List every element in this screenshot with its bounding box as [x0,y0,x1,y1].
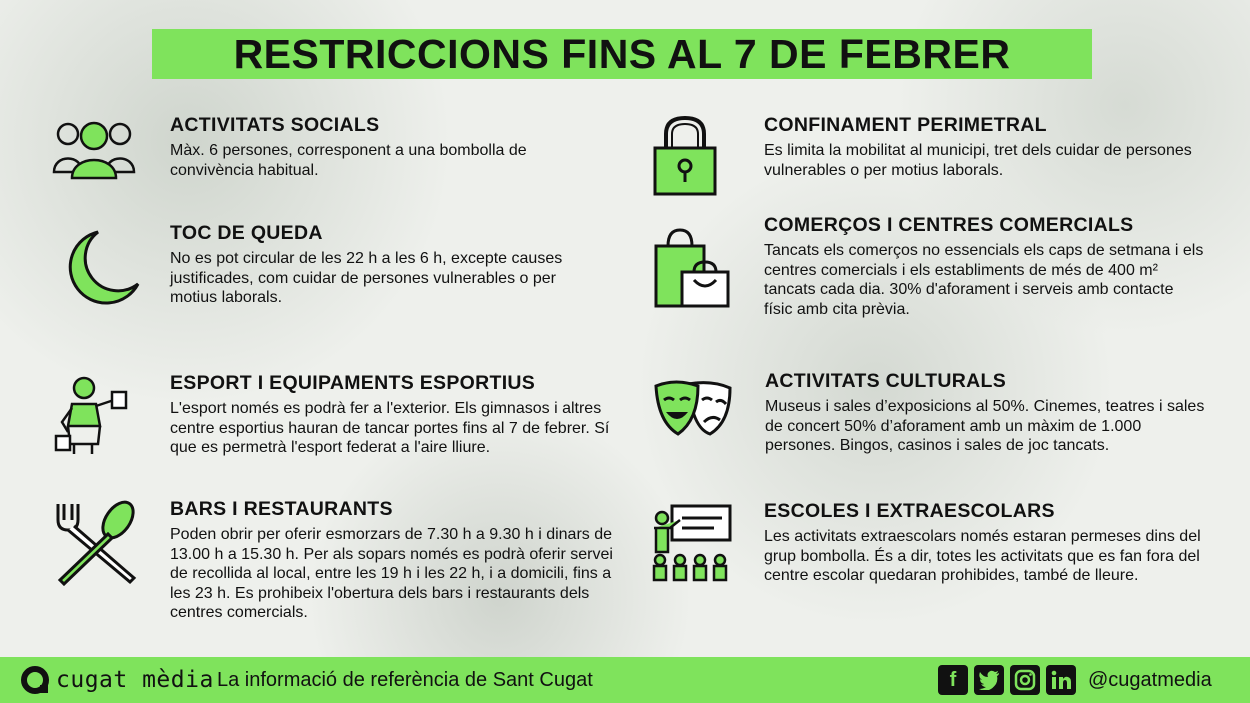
item-text: Tancats els comerços no essencials els caps de setmana i els centres comercials i els establiments de més de 400 m² tancats cada dia. 30% d'aforament i serveis amb contacte físic amb cita prèvia. [764,242,1204,318]
shopping-bags-icon [654,226,730,310]
item-heading: BARS I RESTAURANTS [170,498,393,520]
tagline: La informació de referència de Sant Cugat [217,669,593,691]
footer [0,657,1250,703]
crescent-moon-icon [58,226,142,310]
twitter-icon[interactable] [974,665,1004,695]
title-banner [152,29,1092,79]
logo-text: cugat mèdia [56,667,214,693]
item-heading: CONFINAMENT PERIMETRAL [764,114,1047,136]
theater-masks-icon [654,376,734,440]
cugat-logo-icon [20,665,50,695]
item-heading: ESCOLES I EXTRAESCOLARS [764,500,1055,522]
padlock-icon [652,114,718,198]
item-heading: COMERÇOS I CENTRES COMERCIALS [764,214,1134,236]
social-links [938,665,1076,695]
item-text: Les activitats extraescolars només estaran permeses dins del grup bombolla. És a dir, totes les activitats que es fan fora del centre escolar quedaran prohibides, també de lleure. [764,528,1201,584]
item-heading: TOC DE QUEDA [170,222,323,244]
classroom-icon [652,504,732,584]
logo[interactable] [20,665,214,695]
page-title: RESTRICCIONS FINS AL 7 DE FEBRER [233,30,1011,77]
item-heading: ESPORT I EQUIPAMENTS ESPORTIUS [170,372,536,394]
item-text: Poden obrir per oferir esmorzars de 7.30 h a 9.30 h i dinars de 13.00 h a 15.30 h. Per als sopars només es podrà oferir servei de recollida al local, entre les 19 h i les 22 h, i a domicili, fins a les 23 h. Es prohibeix l'obertura dels bars i restaurants dels centres comercials. [170,526,613,621]
people-group-icon [52,116,136,180]
item-text: Es limita la mobilitat al municipi, tret dels cuidar de persones vulnerables o per motius laborals. [764,142,1192,179]
fitness-person-icon [54,374,134,456]
item-text: L'esport només es podrà fer a l'exterior. Els gimnasos i altres centre esportius hauran de tancar portes fins al 7 de febrer. Sí que es permetrà l'esport federat a l'aire lliure. [170,400,610,456]
social-handle[interactable]: @cugatmedia [1088,669,1212,691]
instagram-icon[interactable] [1010,665,1040,695]
item-text: Museus i sales d’exposicions al 50%. Cinemes, teatres i sales de concert 50% d’aforament amb un màxim de 1.000 persones. Bingos, casinos i sales de joc tancats. [765,398,1205,454]
item-heading: ACTIVITATS SOCIALS [170,114,380,136]
facebook-icon[interactable]: f [938,665,968,695]
item-text: Màx. 6 persones, corresponent a una bombolla de convivència habitual. [170,142,527,179]
fork-spoon-icon [52,500,138,586]
linkedin-icon[interactable] [1046,665,1076,695]
item-heading: ACTIVITATS CULTURALS [765,370,1007,392]
item-text: No es pot circular de les 22 h a les 6 h, excepte causes justificades, com cuidar de persones vulnerables o per motius laborals. [170,250,563,306]
